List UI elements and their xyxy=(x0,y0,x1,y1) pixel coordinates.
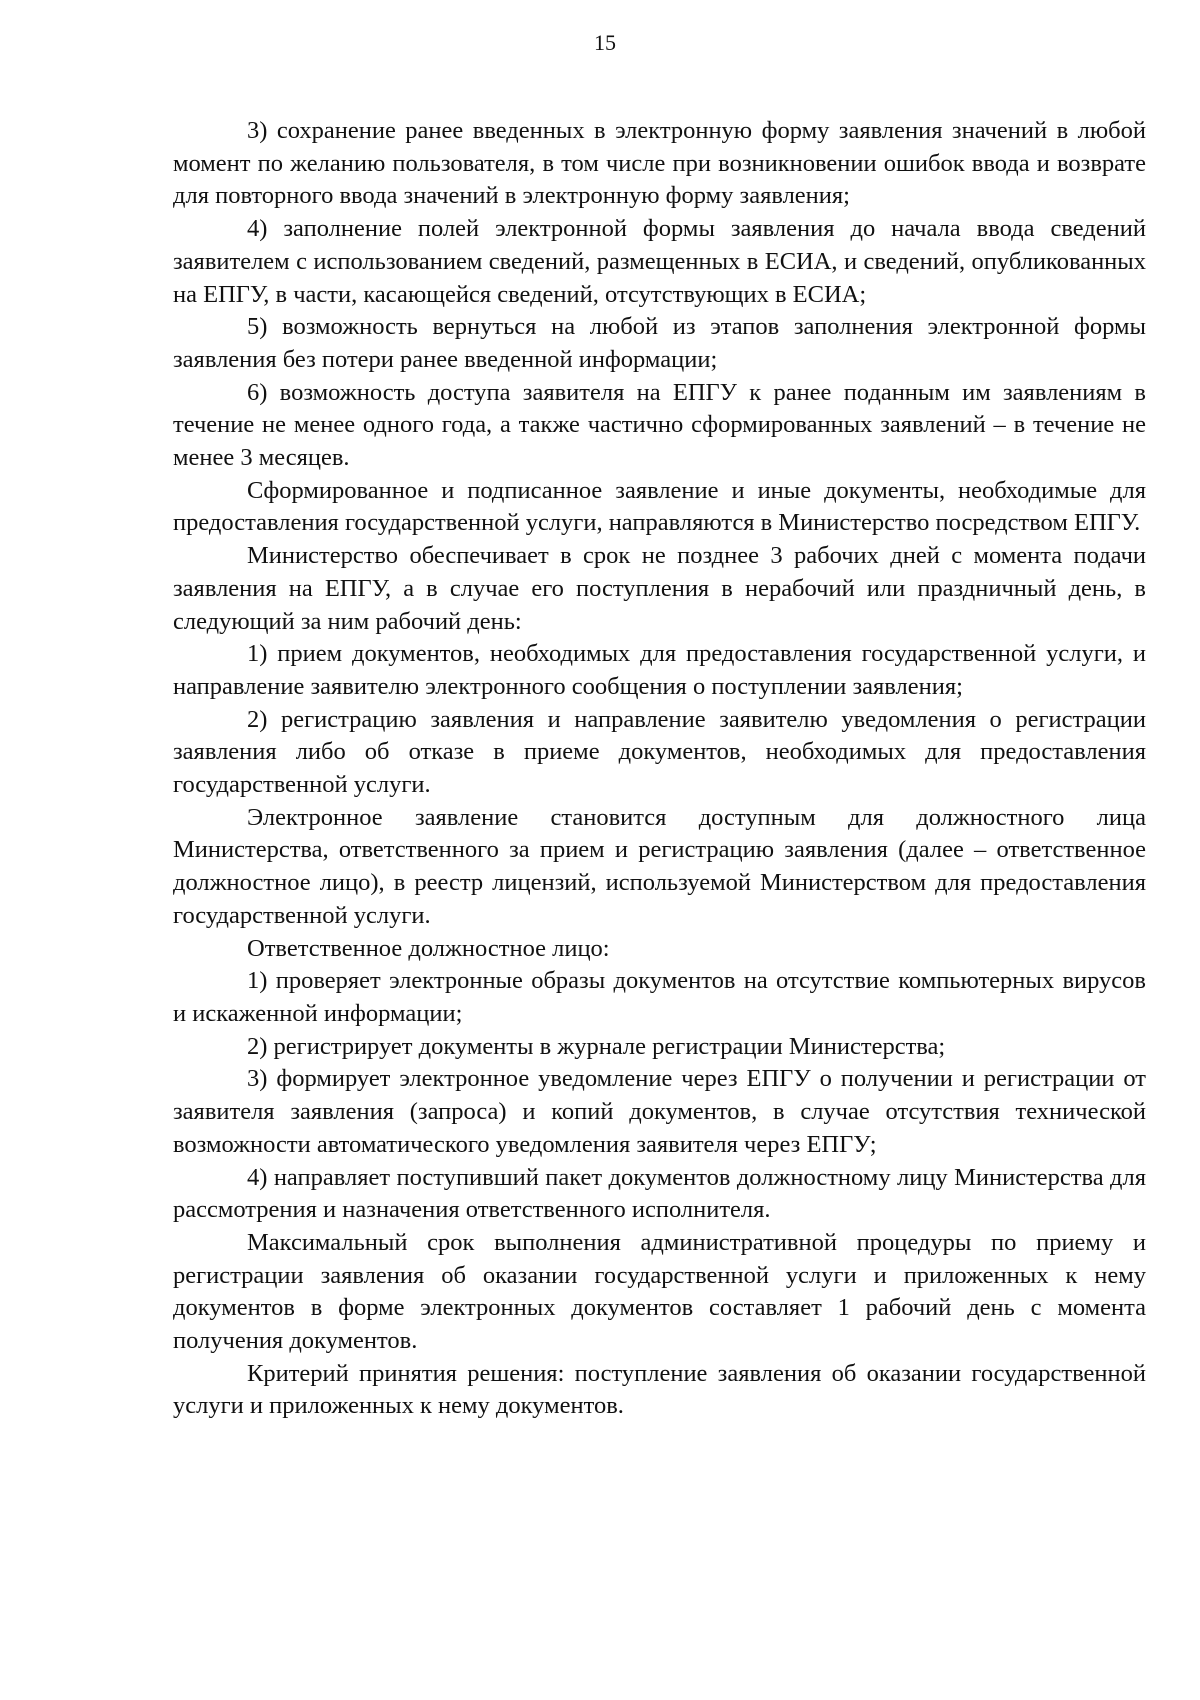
paragraph-max-term: Максимальный срок выполнения административной процедуры по приему и регистрации заявления об оказании государственной услуги и приложенных к нему документов в форме электронных документов составляет 1 рабочий день с момента получения документов. xyxy=(173,1228,1146,1355)
paragraph-duty-2-register: 2) регистрирует документы в журнале регистрации Министерства; xyxy=(247,1032,946,1060)
paragraph-submission: Сформированное и подписанное заявление и иные документы, необходимые для предоставления государственной услуги, направляются в Министерство посредством ЕПГУ. xyxy=(173,476,1146,537)
paragraph-decision-criterion: Критерий принятия решения: поступление заявления об оказании государственной услуги и приложенных к нему документов. xyxy=(173,1359,1146,1420)
paragraph-duty-3-notify: 3) формирует электронное уведомление через ЕПГУ о получении и регистрации от заявителя заявления (запроса) и копий документов, в случае отсутствия технической возможности автоматического уведомления заявителя через ЕПГУ; xyxy=(173,1065,1146,1158)
paragraph-ministry-obligations: Министерство обеспечивает в срок не позднее 3 рабочих дней с момента подачи заявления на ЕПГУ, а в случае его поступления в нерабочий или праздничный день, в следующий за ним рабочий день: xyxy=(173,542,1146,635)
paragraph-electronic-application: Электронное заявление становится доступным для должностного лица Министерства, ответственного за прием и регистрацию заявления (далее – ответственное должностное лицо), в реестр лицензий, используемой Министерством для предоставления государственной услуги. xyxy=(173,803,1146,929)
page-number: 15 xyxy=(594,30,616,55)
paragraph-duty-1-check: 1) проверяет электронные образы документов на отсутствие компьютерных вирусов и искаженной информации; xyxy=(173,967,1146,1027)
paragraph-duty-4-forward: 4) направляет поступивший пакет документов должностному лицу Министерства для рассмотрения и назначения ответственного исполнителя. xyxy=(173,1163,1146,1224)
paragraph-item-3-save-values: 3) сохранение ранее введенных в электронную форму заявления значений в любой момент по желанию пользователя, в том числе при возникновении ошибок ввода и возврате для повторного ввода значений в электронную форму заявления; xyxy=(173,117,1146,210)
paragraph-item-6-access-history: 6) возможность доступа заявителя на ЕПГУ к ранее поданным им заявлениям в течение не менее одного года, а также частично сформированных заявлений – в течение не менее 3 месяцев. xyxy=(173,378,1146,472)
paragraph-item-2-registration: 2) регистрацию заявления и направление заявителю уведомления о регистрации заявления либо об отказе в приеме документов, необходимых для предоставления государственной услуги. xyxy=(173,705,1146,799)
paragraph-item-5-return-to-step: 5) возможность вернуться на любой из этапов заполнения электронной формы заявления без потери ранее введенной информации; xyxy=(173,313,1146,373)
paragraph-responsible-official: Ответственное должностное лицо: xyxy=(247,934,610,962)
paragraph-item-4-autofill: 4) заполнение полей электронной формы заявления до начала ввода сведений заявителем с использованием сведений, размещенных в ЕСИА, и сведений, опубликованных на ЕПГУ, в части, касающейся сведений, отсутствующих в ЕСИА; xyxy=(173,215,1146,308)
document-body xyxy=(173,115,1146,1423)
paragraph-item-1-acceptance: 1) прием документов, необходимых для предоставления государственной услуги, и направление заявителю электронного сообщения о поступлении заявления; xyxy=(173,640,1146,700)
